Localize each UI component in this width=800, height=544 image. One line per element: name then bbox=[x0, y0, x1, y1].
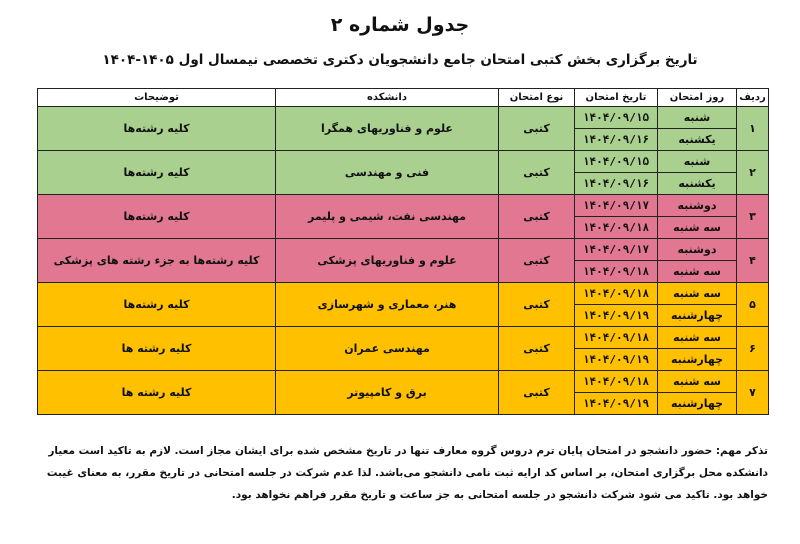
exam-date: ۱۴۰۴/۰۹/۱۷ bbox=[575, 239, 658, 261]
page-subtitle: تاریخ برگزاری بخش کتبی امتحان جامع دانشجویان دکتری تخصصی نیمسال اول ۱۴۰۵-۱۴۰۴ bbox=[102, 52, 698, 68]
exam-date: ۱۴۰۴/۰۹/۱۹ bbox=[575, 305, 658, 327]
exam-date: ۱۴۰۴/۰۹/۱۵ bbox=[575, 107, 658, 129]
exam-date: ۱۴۰۴/۰۹/۱۸ bbox=[575, 283, 658, 305]
table-row bbox=[38, 327, 769, 349]
page-title: جدول شماره ۲ bbox=[330, 14, 470, 36]
row-number: ۳ bbox=[737, 195, 769, 239]
exam-day: چهارشنبه bbox=[658, 305, 737, 327]
table-row bbox=[38, 371, 769, 393]
table-row bbox=[38, 195, 769, 217]
table-row bbox=[38, 107, 769, 129]
schedule-table bbox=[37, 88, 769, 415]
exam-day: سه شنبه bbox=[658, 261, 737, 283]
table-body bbox=[38, 107, 769, 415]
exam-date: ۱۴۰۴/۰۹/۱۸ bbox=[575, 371, 658, 393]
exam-date: ۱۴۰۴/۰۹/۱۸ bbox=[575, 261, 658, 283]
header-exam-date: تاریخ امتحان bbox=[575, 89, 658, 107]
notes-cell: کلیه رشته ها bbox=[38, 327, 276, 371]
notes-cell: کلیه رشته‌ها bbox=[38, 151, 276, 195]
exam-day: دوشنبه bbox=[658, 195, 737, 217]
table-row bbox=[38, 151, 769, 173]
exam-type: کتبی bbox=[499, 327, 575, 371]
faculty-name: مهندسی نفت، شیمی و پلیمر bbox=[276, 195, 499, 239]
exam-day: سه شنبه bbox=[658, 371, 737, 393]
table-row bbox=[38, 283, 769, 305]
notes-cell: کلیه رشته‌ها bbox=[38, 195, 276, 239]
header-row-number: ردیف bbox=[737, 89, 769, 107]
exam-date: ۱۴۰۴/۰۹/۱۶ bbox=[575, 129, 658, 151]
exam-type: کتبی bbox=[499, 239, 575, 283]
header-notes: توضیحات bbox=[38, 89, 276, 107]
exam-day: شنبه bbox=[658, 107, 737, 129]
faculty-name: فنی و مهندسی bbox=[276, 151, 499, 195]
row-number: ۲ bbox=[737, 151, 769, 195]
table-row bbox=[38, 239, 769, 261]
footnote: تذکر مهم: حضور دانشجو در امتحان پایان ترم دروس گروه معارف تنها در تاریخ مشخص شده برای ایشان مجاز است. لازم به تاکید است معیار دانشکده محل برگزاری امتحان، بر اساس کد ارایه ثبت نامی دانشجو می‌باشد. لذا عدم شرکت در جلسه امتحانی در تاریخ مقرر، به معنای غیبت خواهد بود. تاکید می شود شرکت دانشجو در جلسه امتحانی به جز ساعت و تاریخ مقرر فراهم نخواهد بود. bbox=[46, 445, 768, 501]
exam-type: کتبی bbox=[499, 371, 575, 415]
exam-type: کتبی bbox=[499, 107, 575, 151]
faculty-name: هنر، معماری و شهرسازی bbox=[276, 283, 499, 327]
header-exam-day: روز امتحان bbox=[658, 89, 737, 107]
exam-day: چهارشنبه bbox=[658, 393, 737, 415]
row-number: ۵ bbox=[737, 283, 769, 327]
exam-day: سه شنبه bbox=[658, 327, 737, 349]
exam-date: ۱۴۰۴/۰۹/۱۶ bbox=[575, 173, 658, 195]
exam-type: کتبی bbox=[499, 195, 575, 239]
notes-cell: کلیه رشته‌ها bbox=[38, 107, 276, 151]
table-header-row bbox=[38, 89, 769, 107]
header-faculty: دانشکده bbox=[276, 89, 499, 107]
exam-date: ۱۴۰۴/۰۹/۱۸ bbox=[575, 327, 658, 349]
faculty-name: علوم و فناوریهای همگرا bbox=[276, 107, 499, 151]
row-number: ۱ bbox=[737, 107, 769, 151]
exam-type: کتبی bbox=[499, 151, 575, 195]
exam-day: سه شنبه bbox=[658, 283, 737, 305]
exam-day: سه شنبه bbox=[658, 217, 737, 239]
exam-date: ۱۴۰۴/۰۹/۱۹ bbox=[575, 349, 658, 371]
faculty-name: برق و کامپیوتر bbox=[276, 371, 499, 415]
row-number: ۶ bbox=[737, 327, 769, 371]
exam-day: دوشنبه bbox=[658, 239, 737, 261]
notes-cell: کلیه رشته ها bbox=[38, 371, 276, 415]
exam-day: چهارشنبه bbox=[658, 349, 737, 371]
exam-day: شنبه bbox=[658, 151, 737, 173]
header-exam-type: نوع امتحان bbox=[499, 89, 575, 107]
faculty-name: علوم و فناوریهای پزشکی bbox=[276, 239, 499, 283]
exam-type: کتبی bbox=[499, 283, 575, 327]
exam-date: ۱۴۰۴/۰۹/۱۹ bbox=[575, 393, 658, 415]
row-number: ۴ bbox=[737, 239, 769, 283]
notes-cell: کلیه رشته‌ها bbox=[38, 283, 276, 327]
exam-day: یکشنبه bbox=[658, 173, 737, 195]
exam-date: ۱۴۰۴/۰۹/۱۸ bbox=[575, 217, 658, 239]
notes-cell: کلیه رشته‌ها به جزء رشته های پزشکی bbox=[38, 239, 276, 283]
exam-date: ۱۴۰۴/۰۹/۱۵ bbox=[575, 151, 658, 173]
exam-day: یکشنبه bbox=[658, 129, 737, 151]
row-number: ۷ bbox=[737, 371, 769, 415]
faculty-name: مهندسی عمران bbox=[276, 327, 499, 371]
exam-date: ۱۴۰۴/۰۹/۱۷ bbox=[575, 195, 658, 217]
